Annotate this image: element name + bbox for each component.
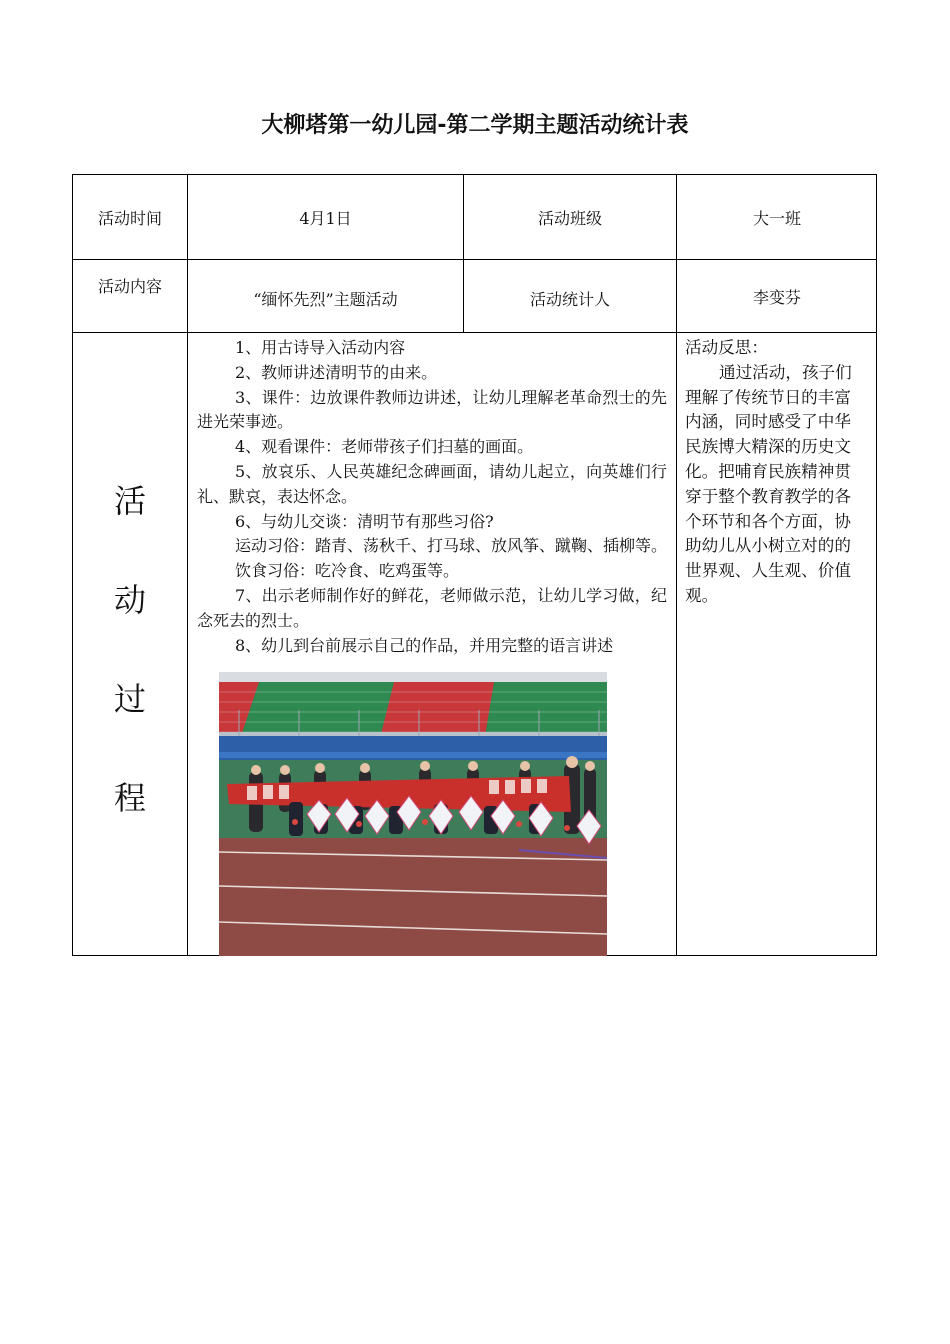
process-steps bbox=[197, 336, 667, 658]
class-label: 活动班级 bbox=[537, 208, 602, 228]
class-value: 大一班 bbox=[752, 208, 801, 228]
process-step: 5、放哀乐、人民英雄纪念碑画面，请幼儿起立，向英雄们行礼、默哀，表达怀念。 bbox=[197, 461, 667, 506]
stat-label: 活动统计人 bbox=[529, 289, 610, 309]
process-label-char: 过 bbox=[113, 680, 146, 718]
process-step: 7、出示老师制作好的鲜花，老师做示范，让幼儿学习做，纪念死去的烈士。 bbox=[197, 585, 667, 630]
stat-value: 李变芬 bbox=[752, 287, 801, 307]
process-step: 1、用古诗导入活动内容 bbox=[235, 338, 406, 357]
content-label: 活动内容 bbox=[97, 277, 162, 296]
row-divider bbox=[72, 332, 877, 333]
reflection-heading: 活动反思： bbox=[685, 338, 768, 357]
process-step: 8、幼儿到台前展示自己的作品，并用完整的语言讲述 bbox=[235, 635, 614, 655]
process-label-char: 动 bbox=[113, 581, 146, 619]
content-value: “缅怀先烈”主题活动 bbox=[253, 289, 398, 309]
document-title: 大柳塔第一幼儿园-第二学期主题活动统计表 bbox=[261, 113, 689, 138]
process-label-char: 程 bbox=[113, 779, 146, 817]
activity-photo bbox=[219, 672, 607, 956]
time-value: 4月1日 bbox=[299, 208, 352, 228]
process-step: 饮食习俗：吃冷食、吃鸡蛋等。 bbox=[235, 561, 460, 581]
row-divider bbox=[72, 259, 877, 260]
reflection-body: 通过活动，孩子们理解了传统节日的丰富内涵，同时感受了中华民族博大精深的历史文化。把哺育民族精神贯穿于整个教育教学的各个环节和各个方面，协助幼儿从小树立对的的世界观、人生观、价值观。 bbox=[685, 362, 852, 605]
process-step: 2、教师讲述清明节的由来。 bbox=[235, 362, 438, 382]
process-step: 6、与幼儿交谈：清明节有那些习俗? bbox=[235, 511, 494, 531]
process-step: 3、课件：边放课件教师边讲述，让幼儿理解老革命烈士的先进光荣事迹。 bbox=[197, 387, 667, 432]
time-label: 活动时间 bbox=[97, 208, 162, 228]
reflection bbox=[685, 336, 859, 609]
process-label-char: 活 bbox=[113, 482, 146, 520]
process-step: 4、观看课件：老师带孩子们扫墓的画面。 bbox=[235, 437, 534, 457]
process-step: 运动习俗：踏青、荡秋千、打马球、放风筝、蹴鞠、插柳等。 bbox=[235, 536, 668, 556]
